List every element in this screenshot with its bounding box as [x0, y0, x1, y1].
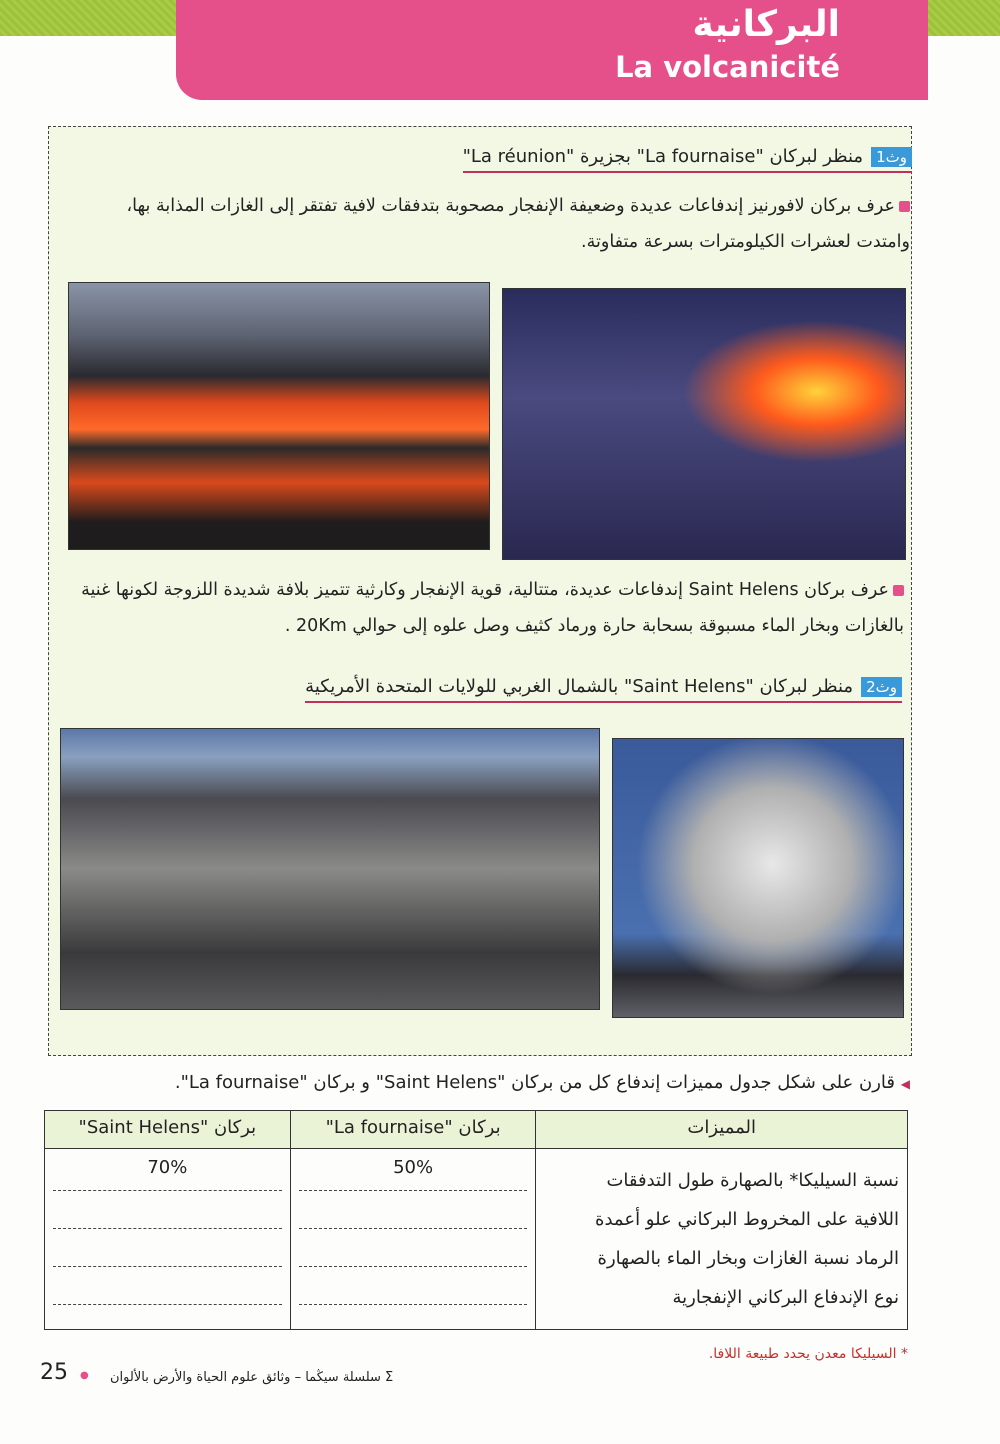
doc1-caption-text: منظر لبركان "La fournaise" بجزيرة "La réunion" — [462, 146, 864, 167]
arrow-icon: ◀ — [900, 1077, 910, 1091]
lava-flow-photo — [68, 282, 490, 550]
bullet-icon — [899, 201, 910, 212]
comparison-table — [44, 1110, 908, 1330]
page-number: 25 — [40, 1360, 68, 1385]
series-title: Σ سلسلة سيڭما – وثائق علوم الحياة والأرض بالألوان — [110, 1370, 394, 1385]
answer-field[interactable] — [53, 1267, 282, 1305]
dot-icon: ● — [80, 1370, 89, 1381]
task-instruction: ◀ قارن على شكل جدول مميزات إندفاع كل من بركان "Saint Helens" و بركان "La fournaise". — [174, 1072, 910, 1093]
footnote: * السيليكا معدن يحدد طبيعة اللافا. — [708, 1346, 908, 1362]
doc2-text: عرف بركان Saint Helens إندفاعات عديدة، متتالية، قوية الإنفجار وكارثية تتميز بلافة شديدة اللزوجة لكونها غنية بالغازات وبخار الماء مسبوقة بسحابة حارة ورماد كثيف وصل علوه إلى حوالي 20Km . — [81, 580, 904, 636]
criteria-cell: نسبة السيليكا* بالصهارة طول التدفقات اللافية على المخروط البركاني علو أعمدة الرماد نسبة الغازات وبخار الماء بالصهارة نوع الإندفاع البركاني الإنفجارية — [536, 1149, 908, 1330]
ash-plume-photo — [612, 738, 904, 1018]
header-criteria: المميزات — [536, 1111, 908, 1149]
fountain-eruption-photo — [502, 288, 906, 560]
doc1-text: عرف بركان لافورنيز إندفاعات عديدة وضعيفة الإنفجار مصحوبة بتدفقات لافية تفتقر إلى الغازات المذابة بها، وامتدت لعشرات الكيلومترات بسرعة متفاوتة. — [126, 196, 910, 252]
answer-field[interactable] — [53, 1191, 282, 1229]
helens-cell — [45, 1149, 291, 1330]
chapter-title-ar: البركانية — [692, 4, 840, 45]
answer-field[interactable] — [299, 1229, 528, 1267]
answer-field[interactable] — [299, 1191, 528, 1229]
doc2-badge: وث2 — [861, 677, 902, 697]
doc2-caption — [305, 676, 902, 703]
doc2-caption-text: منظر لبركان "Saint Helens" بالشمال الغربي للولايات المتحدة الأمريكية — [305, 676, 854, 697]
bullet-icon — [893, 585, 904, 596]
header-helens: بركان "Saint Helens" — [45, 1111, 291, 1149]
crater-photo — [60, 728, 600, 1010]
doc1-badge: وث1 — [871, 147, 912, 167]
chapter-banner — [176, 0, 928, 100]
answer-field[interactable]: 50% — [299, 1153, 528, 1191]
answer-field[interactable]: 70% — [53, 1153, 282, 1191]
answer-field[interactable] — [53, 1229, 282, 1267]
doc1-caption — [463, 146, 912, 173]
header-fournaise: بركان "La fournaise" — [290, 1111, 536, 1149]
fournaise-cell — [290, 1149, 536, 1330]
chapter-title-fr: La volcanicité — [615, 50, 840, 84]
answer-field[interactable] — [299, 1267, 528, 1305]
